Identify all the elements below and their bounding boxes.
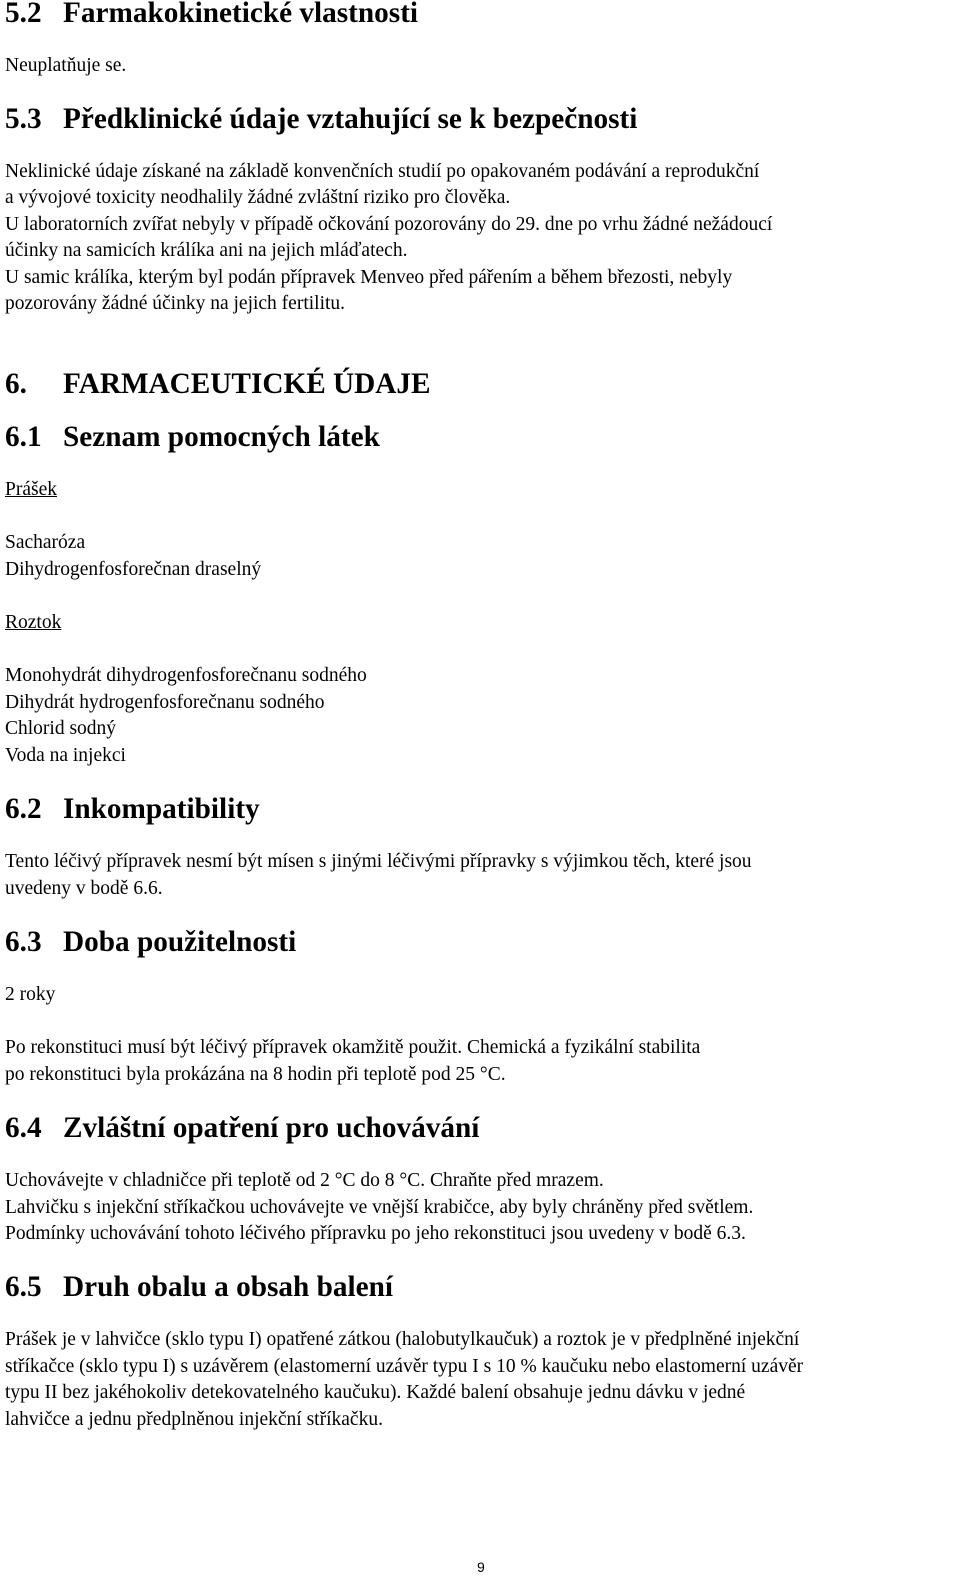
paragraph-line: Uchovávejte v chladničce při teplotě od 2 °C do 8 °C. Chraňte před mrazem. (5, 1170, 604, 1191)
paragraph-line: Tento léčivý přípravek nesmí být mísen s jinými léčivými přípravky s výjimkou těch, které jsou (5, 851, 752, 872)
section-title: Doba použitelnosti (63, 926, 297, 958)
section-6-5-heading (5, 1271, 393, 1303)
section-title: Farmakokinetické vlastnosti (63, 0, 419, 29)
paragraph-line: účinky na samicích králíka ani na jejich mláďatech. (5, 240, 408, 261)
excipient-item: Dihydrogenfosforečnan draselný (5, 559, 262, 580)
shelf-life-text: 2 roky (5, 984, 56, 1005)
section-title: Druh obalu a obsah balení (63, 1271, 393, 1303)
section-number: 5.3 (5, 103, 42, 135)
paragraph-line: stříkačce (sklo typu I) s uzávěrem (elastomerní uzávěr typu I s 10 % kaučuku nebo elastomerní uzávěr (5, 1356, 804, 1377)
section-title: FARMACEUTICKÉ ÚDAJE (63, 368, 431, 400)
excipient-item: Monohydrát dihydrogenfosforečnanu sodného (5, 665, 367, 686)
section-title: Seznam pomocných látek (63, 421, 380, 453)
paragraph-line: typu II bez jakéhokoliv detekovatelného kaučuku). Každé balení obsahuje jednu dávku v jedné (5, 1382, 746, 1403)
section-number: 6.3 (5, 926, 42, 958)
paragraph-line: a vývojové toxicity neodhalily žádné zvláštní riziko pro člověka. (5, 187, 511, 208)
paragraph-line: Podmínky uchovávání tohoto léčivého přípravku po jeho rekonstituci jsou uvedeny v bodě 6.3. (5, 1223, 746, 1244)
section-number: 6. (5, 368, 27, 400)
section-number: 6.4 (5, 1112, 42, 1144)
section-5-2-heading (5, 0, 418, 27)
paragraph-line: lahvičce a jednu předplněnou injekční stříkačku. (5, 1409, 383, 1430)
section-title: Předklinické údaje vztahující se k bezpečnosti (63, 103, 638, 135)
paragraph-line: uvedeny v bodě 6.6. (5, 878, 163, 899)
section-6-2-heading (5, 793, 260, 825)
paragraph-line: Neklinické údaje získané na základě konvenčních studií po opakovaném podávání a reprodukční (5, 161, 760, 182)
section-6-heading (5, 368, 431, 400)
paragraph-line: U laboratorních zvířat nebyly v případě očkování pozorovány do 29. dne po vrhu žádné nežádoucí (5, 214, 773, 235)
section-number: 6.5 (5, 1271, 42, 1303)
section-number: 6.2 (5, 793, 42, 825)
section-6-1-heading (5, 421, 380, 453)
section-6-4-heading (5, 1112, 480, 1144)
excipient-item: Chlorid sodný (5, 718, 117, 739)
paragraph-line: pozorovány žádné účinky na jejich fertilitu. (5, 293, 346, 314)
paragraph-line: U samic králíka, kterým byl podán přípravek Menveo před pářením a během březosti, nebyly (5, 267, 733, 288)
solution-label: Roztok (5, 612, 62, 633)
excipient-item: Voda na injekci (5, 745, 126, 766)
section-number: 5.2 (5, 0, 42, 29)
paragraph-line: Lahvičku s injekční stříkačkou uchovávejte ve vnější krabičce, aby byly chráněny před světlem. (5, 1197, 754, 1218)
section-title: Zvláštní opatření pro uchovávání (63, 1112, 480, 1144)
section-6-3-heading (5, 926, 297, 958)
excipient-item: Sacharóza (5, 532, 86, 553)
page-number: 9 (477, 1559, 485, 1575)
excipient-item: Dihydrát hydrogenfosforečnanu sodného (5, 692, 325, 713)
powder-label: Prášek (5, 479, 57, 500)
paragraph-line: Prášek je v lahvičce (sklo typu I) opatřené zátkou (halobutylkaučuk) a roztok je v předplněné injekční (5, 1329, 800, 1350)
section-title: Inkompatibility (63, 793, 260, 825)
section-number: 6.1 (5, 421, 42, 453)
section-5-3-heading (5, 103, 638, 135)
paragraph-line: Po rekonstituci musí být léčivý přípravek okamžitě použit. Chemická a fyzikální stabilita (5, 1037, 701, 1058)
section-5-2-text: Neuplatňuje se. (5, 55, 127, 76)
paragraph-line: po rekonstituci byla prokázána na 8 hodin při teplotě pod 25 °C. (5, 1064, 506, 1085)
